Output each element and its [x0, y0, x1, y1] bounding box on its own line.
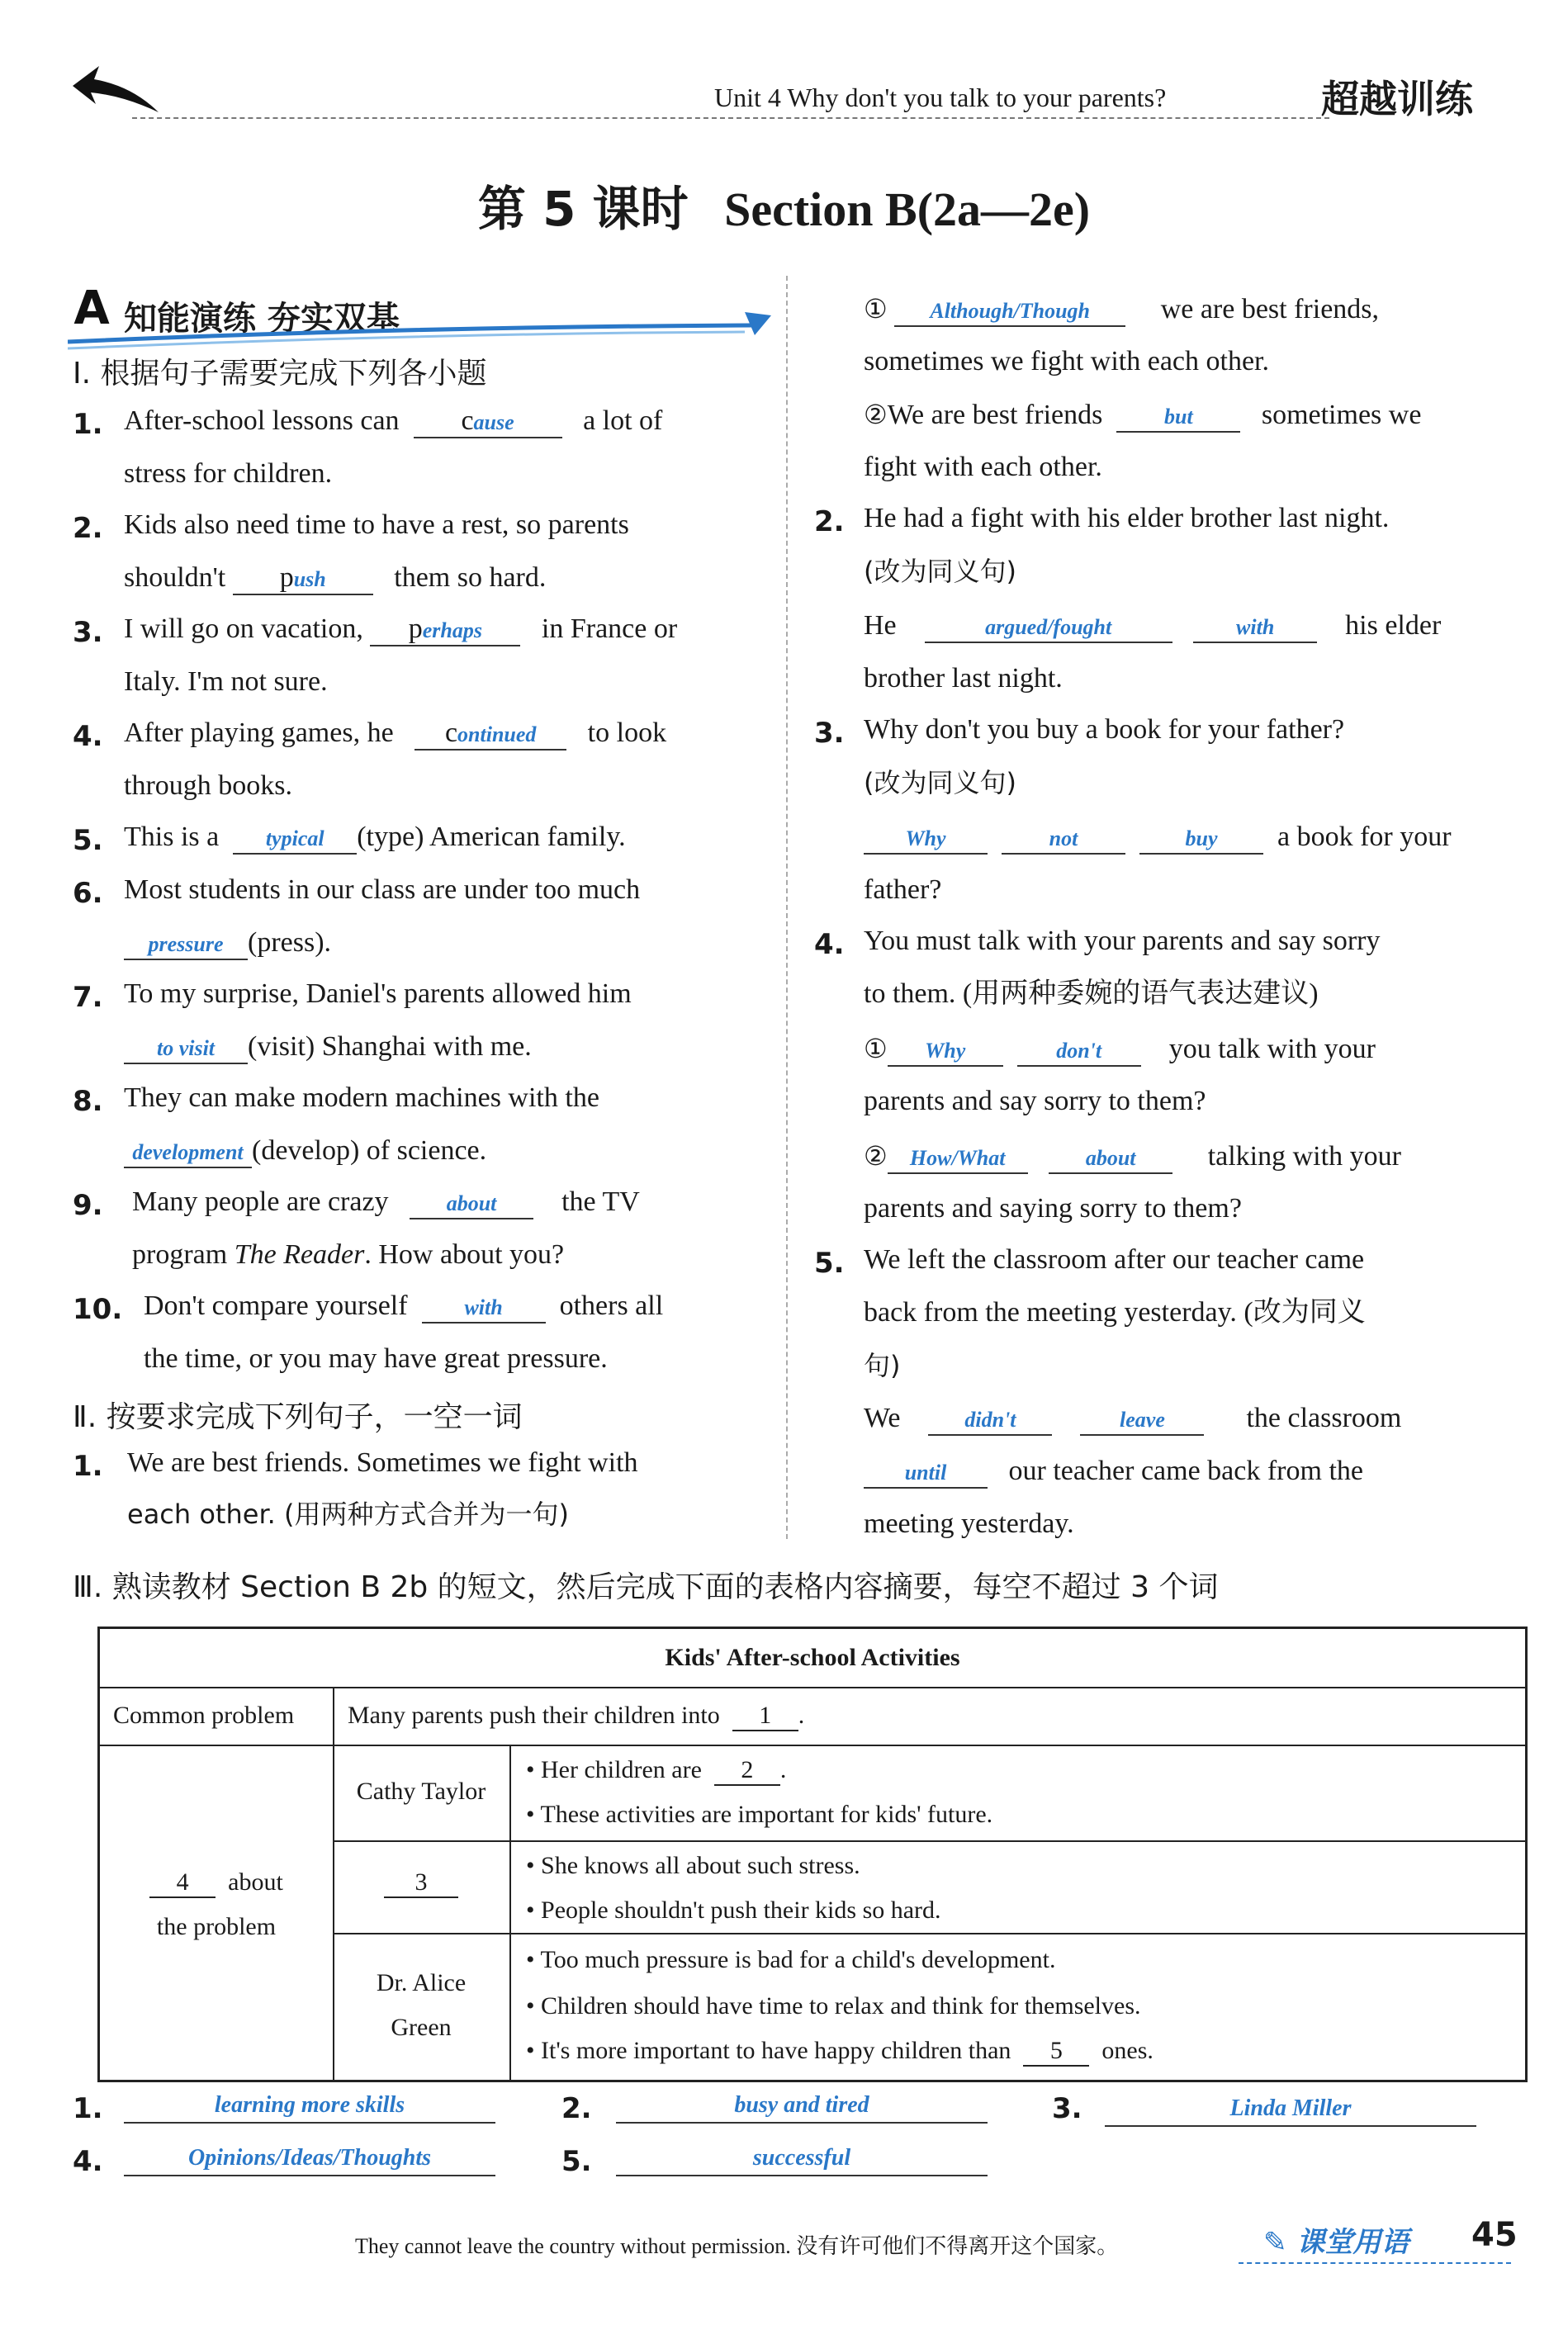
left-label-text2: the problem	[156, 1913, 277, 1940]
part2-q4-text-b: to them. (用两种委婉的语气表达建议)	[864, 978, 1319, 1009]
part1-q6-text-a: Most students in our class are under too much	[124, 874, 641, 905]
part2-q4-opt2-mark: ②	[864, 1140, 888, 1172]
part1-q7-text-a: To my surprise, Daniel's parents allowed him	[124, 978, 632, 1009]
part2-q2-text-e: brother last night.	[864, 663, 1063, 694]
part1-q4-answer: ontinued	[457, 722, 537, 746]
part2-q3-text-a: Why don't you buy a book for your father?	[864, 714, 1345, 745]
part2-q5-text-d: We	[864, 1403, 901, 1433]
part2-q2-line3	[864, 609, 1441, 643]
part2-q2-answer1[interactable]: argued/fought	[925, 613, 1172, 643]
part2-q4-opt1-answer2[interactable]: don't	[1017, 1037, 1141, 1067]
part1-q3-line1	[124, 613, 677, 646]
column-divider	[786, 276, 788, 1539]
part1-q9-line1	[132, 1186, 640, 1219]
part1-q3-text-c: Italy. I'm not sure.	[124, 666, 328, 697]
answer-2-number: 2.	[561, 2092, 592, 2125]
part2-q1-opt2-text: We are best friends	[887, 400, 1103, 430]
part1-q1-answer-blank[interactable]	[414, 407, 562, 438]
part1-q9-text-b: the TV	[561, 1186, 640, 1217]
part1-q8-number: 8.	[73, 1085, 103, 1118]
part1-q6-text-b: (press).	[248, 927, 332, 958]
part1-q1-line1	[124, 405, 662, 438]
part2-q3-text-b: (改为同义句)	[864, 767, 1016, 798]
part2-q5-text-a: We left the classroom after our teacher came	[864, 1244, 1365, 1275]
summary-table	[97, 1627, 1528, 2082]
part1-q4-text-c: through books.	[124, 770, 292, 801]
part2-q1-opt1-text: we are best friends,	[1160, 294, 1380, 324]
brand-title: 超越训练	[1321, 77, 1473, 121]
section-a-banner	[68, 284, 778, 350]
part2-q1-text-a: We are best friends. Sometimes we fight with	[127, 1447, 638, 1478]
back-arrow-icon[interactable]	[66, 61, 165, 119]
table-blank-4[interactable]: 4	[149, 1868, 216, 1898]
part2-q3-text-d: father?	[864, 874, 942, 905]
part2-q1-opt1-answer[interactable]: Although/Though	[894, 297, 1125, 327]
part2-q1-opt2-answer[interactable]: but	[1116, 403, 1240, 433]
table-blank-5[interactable]: 5	[1023, 2037, 1089, 2067]
answer-1[interactable]: learning more skills	[124, 2089, 495, 2124]
common-problem-text-row: Many parents push their children into 1 .	[348, 1702, 804, 1731]
part1-q2-answer-blank[interactable]	[233, 564, 373, 595]
part1-q3-number: 3.	[73, 616, 103, 649]
part1-q10-answer[interactable]: with	[422, 1294, 546, 1323]
alice-bullet-3	[526, 2037, 1153, 2067]
part1-q1-answer: ause	[473, 410, 514, 434]
part2-q1-number: 1.	[73, 1450, 103, 1483]
alice-label-1: Dr. Alice	[376, 1969, 467, 1996]
part1-q10-text-a: Don't compare yourself	[144, 1290, 408, 1321]
answer-3-number: 3.	[1052, 2092, 1082, 2125]
part1-q9-answer[interactable]: about	[410, 1190, 533, 1219]
answer-1-number: 1.	[73, 2092, 103, 2125]
part1-q2-text-a: Kids also need time to have a rest, so parents	[124, 509, 629, 540]
part1-q1-text-c: stress for children.	[124, 458, 333, 489]
part1-q6-number: 6.	[73, 877, 103, 910]
cathy-taylor-label: Cathy Taylor	[356, 1778, 486, 1805]
part2-q2-text-b: (改为同义句)	[864, 556, 1016, 587]
part2-q3-line3	[864, 821, 1452, 855]
part1-q7-line2	[124, 1030, 532, 1064]
answer-4[interactable]: Opinions/Ideas/Thoughts	[124, 2142, 495, 2176]
part1-q9-line2	[132, 1238, 564, 1271]
alice-bullet-3-text-b: ones.	[1101, 2037, 1153, 2064]
footer-brand: ✎ 课堂用语	[1263, 2226, 1409, 2259]
part2-q5-text-f: our teacher came back from the	[1008, 1456, 1363, 1486]
part1-q7-number: 7.	[73, 981, 103, 1014]
part2-q4-opt2-text: talking with your	[1207, 1141, 1401, 1172]
part2-q5-text-g: meeting yesterday.	[864, 1508, 1074, 1539]
part2-heading: Ⅱ. 按要求完成下列句子，一空一词	[73, 1400, 523, 1434]
part2-q4-opt1-answer1[interactable]: Why	[888, 1037, 1003, 1067]
part1-q10-line1	[144, 1290, 663, 1323]
part2-q5-text-b: back from the meeting yesterday. (改为同义	[864, 1297, 1366, 1328]
part2-q1-opt2-text-b: sometimes we	[1261, 400, 1422, 430]
part1-q4-text-a: After playing games, he	[124, 717, 394, 748]
left-label-text1: about	[228, 1868, 283, 1896]
part1-q7-answer[interactable]: to visit	[124, 1035, 248, 1064]
common-problem-label: Common problem	[113, 1702, 295, 1729]
part1-q1-number: 1.	[73, 408, 103, 441]
part1-q3-text-b: in France or	[541, 613, 678, 644]
lesson-title	[25, 170, 1543, 239]
table-rule	[100, 1745, 1525, 1746]
part1-q2-text-b: shouldn't	[124, 562, 226, 593]
part2-q4-number: 4.	[814, 928, 845, 961]
part1-q2-prefix: p	[279, 562, 294, 593]
part1-q2-text-c: them so hard.	[394, 562, 547, 593]
common-problem-text: Many parents push their children into	[348, 1702, 720, 1729]
part1-q3-text-a: I will go on vacation,	[124, 613, 363, 644]
part2-q4-opt1-text: you talk with your	[1168, 1034, 1376, 1064]
mid-bullet-1: • She knows all about such stress.	[526, 1852, 860, 1879]
part1-q2-answer: ush	[293, 567, 326, 591]
part1-q4-text-b: to look	[587, 717, 667, 748]
table-blank-1[interactable]: 1	[732, 1702, 798, 1731]
part2-q4-opt1-text-b: parents and say sorry to them?	[864, 1086, 1206, 1116]
answer-3[interactable]: Linda Miller	[1105, 2092, 1476, 2127]
table-rule	[509, 1745, 511, 2080]
part2-q4-opt2-text-b: parents and saying sorry to them?	[864, 1193, 1242, 1224]
footer-divider	[1239, 2262, 1511, 2264]
part2-q4-text-a: You must talk with your parents and say sorry	[864, 926, 1381, 956]
part2-q5-line4	[864, 1402, 1401, 1436]
table-rule	[100, 1687, 1525, 1688]
mid-bullet-2: • People shouldn't push their kids so hard.	[526, 1896, 941, 1924]
part1-q6-line2	[124, 926, 331, 960]
part2-q5-answer2[interactable]: leave	[1080, 1406, 1204, 1436]
section-a-letter: A	[73, 282, 110, 335]
alice-label-2: Green	[391, 2014, 452, 2041]
page-header	[25, 61, 1543, 127]
header-divider	[132, 117, 1329, 119]
part2-q3-answer2[interactable]: not	[1002, 825, 1125, 855]
part1-q10-text-c: the time, or you may have great pressure.	[144, 1343, 608, 1374]
part1-q5-text-b: (type) American family.	[357, 822, 626, 852]
table-rule	[333, 1933, 1525, 1934]
cathy-bullet-2: • These activities are important for kids' future.	[526, 1801, 993, 1828]
unit-title: Unit 4 Why don't you talk to your parents?	[714, 83, 1167, 112]
part1-q4-prefix: c	[444, 717, 458, 748]
part2-q1-opt1-text-b: sometimes we fight with each other.	[864, 346, 1269, 376]
part2-q4-opt2-answer2[interactable]: about	[1049, 1144, 1172, 1174]
part1-q9-text-a: Many people are crazy	[132, 1186, 389, 1217]
part2-q1-text-b: each other. (用两种方式合并为一句)	[127, 1499, 569, 1530]
answer-4-number: 4.	[73, 2145, 103, 2178]
page	[25, 20, 1543, 2305]
part1-q8-text-a: They can make modern machines with the	[124, 1082, 599, 1113]
part1-q5-answer[interactable]: typical	[233, 825, 357, 855]
part1-q8-line2	[124, 1134, 486, 1168]
table-title: Kids' After-school Activities	[665, 1644, 960, 1671]
part2-q2-text-c: He	[864, 610, 897, 641]
part1-q5-text-a: This is a	[124, 822, 220, 852]
part2-q2-text-a: He had a fight with his elder brother last night.	[864, 503, 1390, 533]
part1-q10-text-b: others all	[559, 1290, 664, 1321]
part2-q1-opt2-text-c: fight with each other.	[864, 452, 1102, 482]
alice-bullet-2: • Children should have time to relax and think for themselves.	[526, 1992, 1141, 2020]
part1-q5-number: 5.	[73, 824, 103, 857]
part1-q8-answer[interactable]: development	[124, 1139, 252, 1168]
part1-q8-text-b: (develop) of science.	[252, 1135, 487, 1166]
part1-q4-answer-blank[interactable]	[415, 719, 566, 751]
part1-q4-line1	[124, 717, 666, 751]
part2-q4-opt2-answer1[interactable]: How/What	[888, 1144, 1028, 1174]
part2-q3-answer1[interactable]: Why	[864, 825, 988, 855]
cathy-bullet-1-text: • Her children are	[526, 1756, 702, 1783]
part2-q1-opt1-mark: ①	[864, 293, 888, 324]
footer-phrase: They cannot leave the country without permission. 没有许可他们不得离开这个国家。	[355, 2234, 1119, 2258]
part2-q5-answer3[interactable]: until	[864, 1459, 988, 1489]
part2-q5-answer1[interactable]: didn't	[928, 1406, 1052, 1436]
lesson-title-en: Section B(2a—2e)	[724, 182, 1091, 236]
part2-q2-text-d: his elder	[1345, 610, 1442, 641]
part1-q1-text-b: a lot of	[583, 405, 663, 436]
part1-q10-number: 10.	[73, 1293, 123, 1326]
section-a-title: 知能演练 夯实双基	[124, 300, 400, 338]
part2-q5-text-e: the classroom	[1246, 1403, 1402, 1433]
page-number: 45	[1471, 2216, 1518, 2254]
part1-q9-text-d: . How about you?	[364, 1239, 565, 1270]
answer-5[interactable]: successful	[616, 2142, 988, 2176]
answer-5-number: 5.	[561, 2145, 592, 2178]
part2-q2-number: 2.	[814, 505, 845, 538]
part1-q7-text-b: (visit) Shanghai with me.	[248, 1031, 532, 1062]
part2-q4-opt1-mark: ①	[864, 1033, 888, 1064]
part1-q6-answer[interactable]: pressure	[124, 930, 248, 960]
part1-q3-answer: erhaps	[422, 618, 483, 642]
part2-q3-text-c: a book for your	[1277, 822, 1452, 852]
part1-q1-text-a: After-school lessons can	[124, 405, 400, 436]
table-blank-3[interactable]: 3	[384, 1868, 458, 1898]
part1-q9-title: The Reader	[234, 1239, 365, 1270]
part2-q5-text-c: 句)	[864, 1350, 901, 1381]
part2-q5-line5	[864, 1455, 1363, 1489]
alice-bullet-3-text: • It's more important to have happy children than	[526, 2037, 1011, 2064]
answer-2[interactable]: busy and tired	[616, 2089, 988, 2124]
part2-q4-opt2	[864, 1139, 1401, 1174]
lesson-title-cn: 第 5 课时	[477, 181, 689, 237]
part2-q2-answer2[interactable]: with	[1193, 613, 1317, 643]
footer-brand-text: 课堂用语	[1296, 2226, 1409, 2259]
part1-q9-text-c: program	[132, 1239, 228, 1270]
part1-q3-prefix: p	[408, 613, 423, 644]
alice-bullet-1: • Too much pressure is bad for a child's development.	[526, 1946, 1056, 1973]
part1-heading: Ⅰ. 根据句子需要完成下列各小题	[73, 357, 487, 391]
part2-q3-number: 3.	[814, 717, 845, 750]
part1-q4-number: 4.	[73, 720, 103, 753]
cathy-bullet-1: • Her children are 2 .	[526, 1756, 786, 1786]
part1-q1-prefix: c	[461, 405, 474, 436]
part1-q2-number: 2.	[73, 512, 103, 545]
part2-q4-opt1	[864, 1032, 1376, 1067]
part3-heading: Ⅲ. 熟读教材 Section B 2b 的短文，然后完成下面的表格内容摘要，每空不超过 3 个词	[73, 1570, 1219, 1604]
part2-q1-opt2	[864, 398, 1421, 433]
part2-q3-answer3[interactable]: buy	[1139, 825, 1263, 855]
left-label-row1	[100, 1868, 333, 1898]
table-rule	[333, 1840, 1525, 1842]
part1-q5-line1	[124, 821, 626, 855]
part1-q3-answer-blank[interactable]	[370, 615, 520, 646]
part2-q5-number: 5.	[814, 1247, 845, 1280]
part2-q1-opt2-mark: ②	[864, 399, 888, 430]
part2-q1-opt1	[864, 292, 1379, 327]
row3-label	[333, 1868, 509, 1898]
part1-q2-line2	[124, 561, 546, 595]
part1-q9-number: 9.	[73, 1189, 103, 1222]
table-blank-2[interactable]: 2	[714, 1756, 780, 1786]
